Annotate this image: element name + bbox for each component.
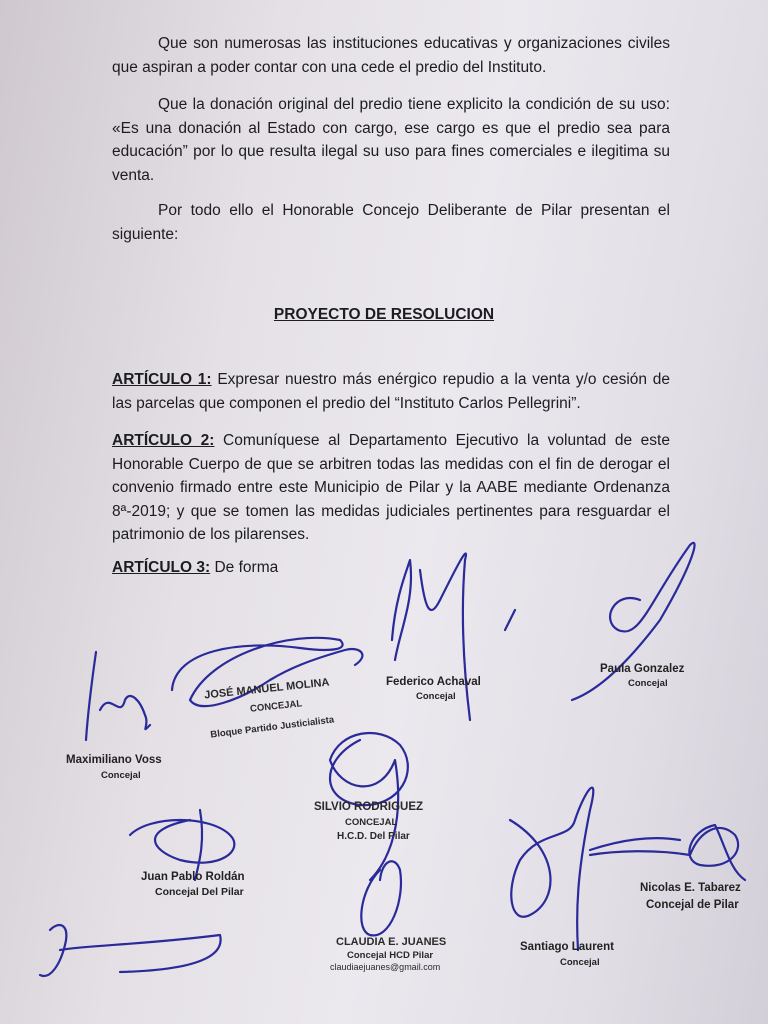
article-1 — [112, 368, 670, 415]
signature-juanes — [361, 861, 401, 935]
signature-molina — [172, 638, 362, 706]
laurent-role: Concejal — [560, 957, 600, 968]
rodriguez-role: CONCEJAL — [345, 817, 398, 828]
document-title: PROYECTO DE RESOLUCION — [273, 306, 495, 323]
gonzalez-role: Concejal — [628, 678, 668, 689]
molina-name: JOSÉ MANUEL MOLINA — [203, 676, 330, 702]
roldan-name: Juan Pablo Roldán — [141, 871, 245, 883]
achaval-role: Concejal — [416, 691, 456, 702]
achaval-name: Federico Achaval — [386, 676, 481, 688]
juanes-role: Concejal HCD Pilar — [347, 950, 434, 961]
article-label: ARTÍCULO 1: — [112, 371, 212, 388]
paragraph-institutions: Que son numerosas las instituciones educativas y organizaciones civiles que aspiran a poder contar con una cede el predio del Instituto. — [112, 35, 670, 76]
tabarez-role: Concejal de Pilar — [646, 899, 739, 911]
tabarez-name: Nicolas E. Tabarez — [640, 882, 741, 894]
molina-bloc: Bloque Partido Justicialista — [209, 714, 335, 741]
roldan-role: Concejal Del Pilar — [155, 886, 244, 898]
voss-name: Maximiliano Voss — [66, 754, 162, 766]
signature-voss — [86, 652, 150, 740]
article-text: Expresar nuestro más enérgico repudio a la venta y/o cesión de las parcelas que componen el predio del “Instituto Carlos Pellegrini”. — [112, 371, 670, 412]
paragraph-donation: Que la donación original del predio tiene explicito la condición de su uso: «Es una donación al Estado con cargo, ese cargo es que el predio sea para educación” por lo que resulta ilegal su uso para fines comerciales e ilegitima su venta. — [112, 96, 670, 184]
laurent-name: Santiago Laurent — [520, 941, 614, 953]
rodriguez-sub: H.C.D. Del Pilar — [337, 831, 410, 842]
signature-roldan — [130, 810, 234, 880]
signature-tabarez — [590, 825, 745, 880]
gonzalez-name: Paula Gonzalez — [600, 663, 685, 675]
article-3 — [112, 556, 670, 580]
voss-role: Concejal — [101, 770, 141, 781]
article-label: ARTÍCULO 2: — [112, 432, 215, 449]
juanes-name: CLAUDIA E. JUANES — [336, 936, 447, 948]
article-label: ARTÍCULO 3: — [112, 559, 211, 576]
paragraph-conclusion: Por todo ello el Honorable Concejo Deliberante de Pilar presentan el siguiente: — [112, 202, 670, 243]
rodriguez-name: SILVIO RODRIGUEZ — [314, 801, 424, 813]
article-text: De forma — [214, 559, 279, 576]
article-text: Comuníquese al Departamento Ejecutivo la voluntad de este Honorable Cuerpo de que se arbitren todas las medidas con el fin de derogar el convenio firmado entre este Municipio de Pilar y la AABE mediante Ordenanza 8ª-2019; y que se tomen las medidas judiciales pertinentes para resguardar el patrimonio de los pilarenses. — [112, 432, 670, 543]
signature-extra — [40, 925, 221, 976]
signature-laurent — [510, 788, 680, 950]
article-2 — [112, 429, 670, 547]
molina-role: CONCEJAL — [249, 698, 303, 715]
juanes-email: claudiaejuanes@gmail.com — [330, 962, 441, 972]
